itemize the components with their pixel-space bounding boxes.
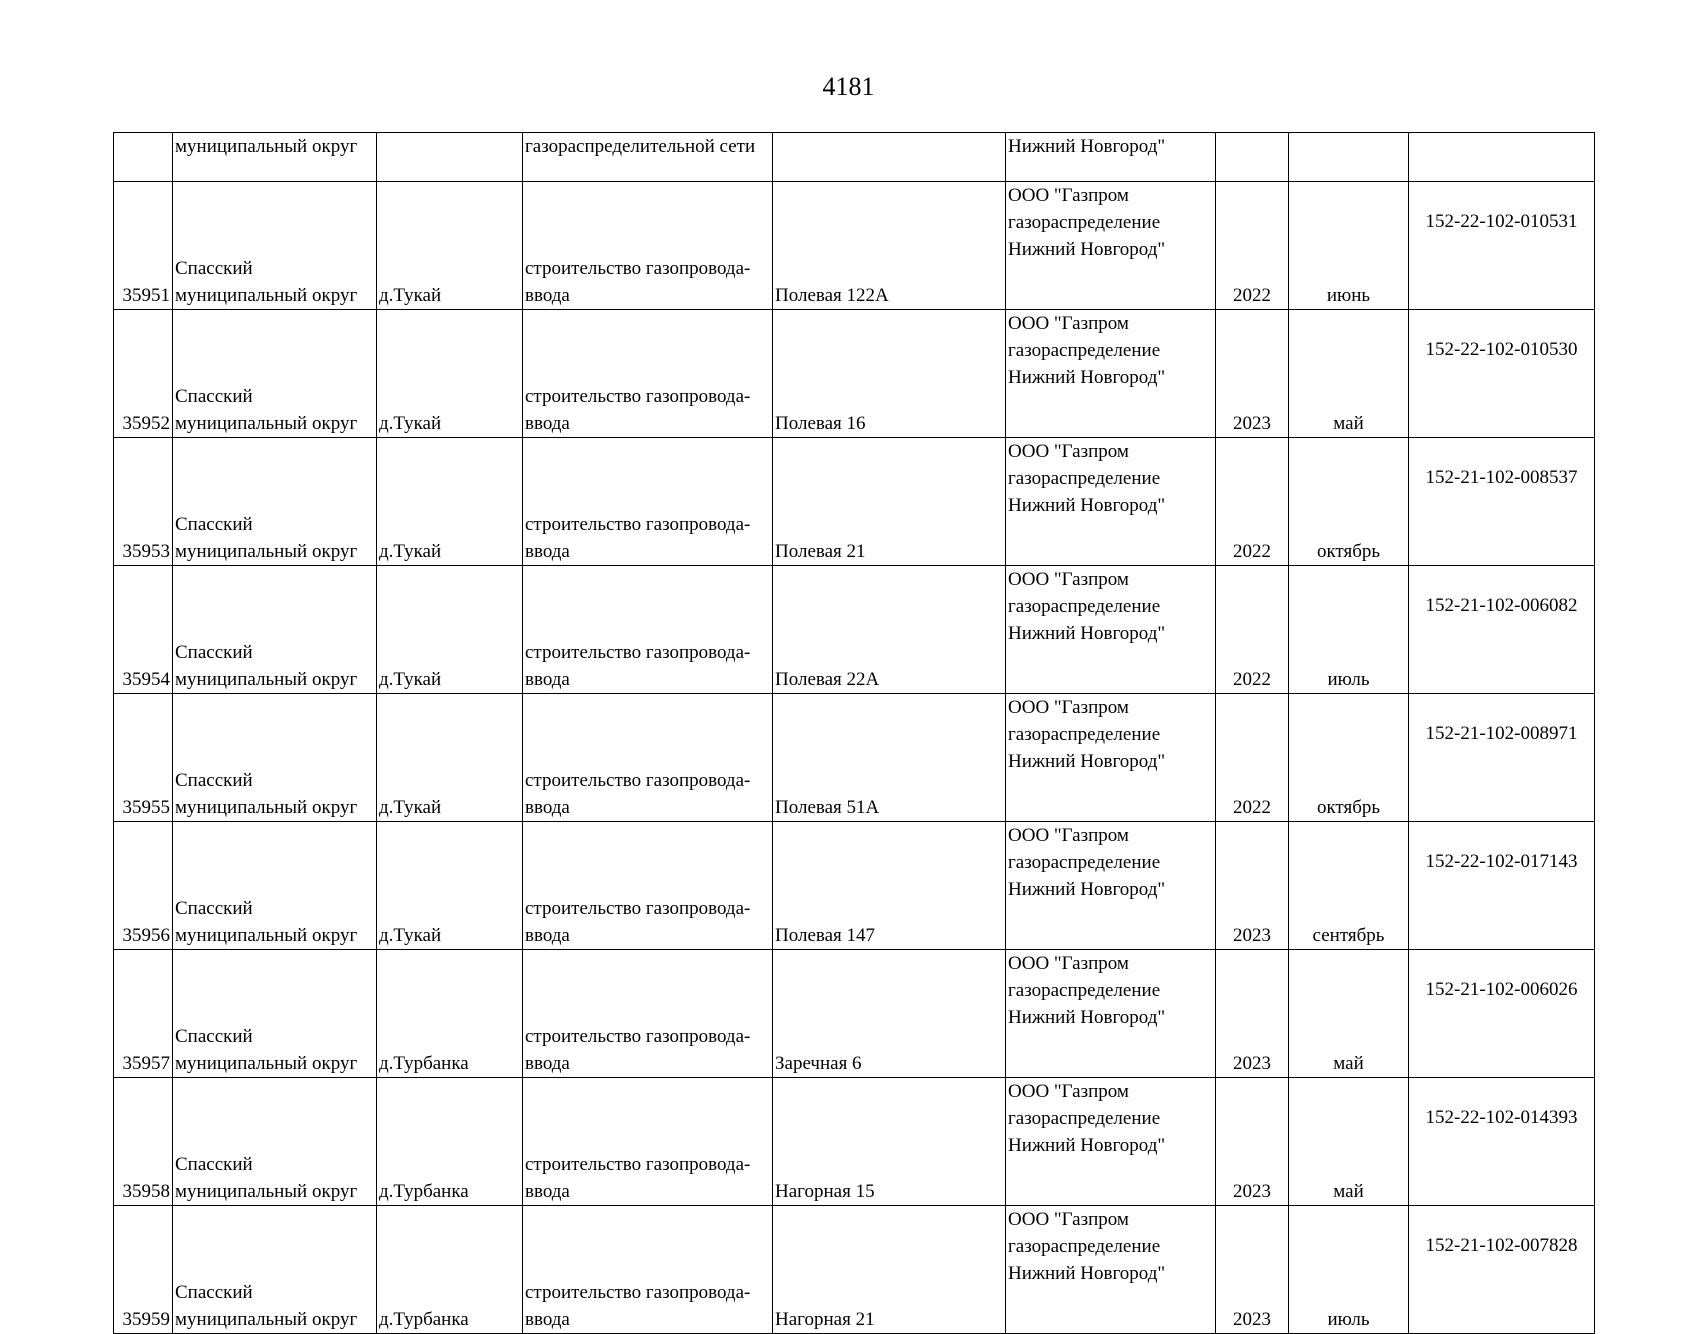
cell-month: октябрь	[1289, 694, 1409, 822]
cell-locality: д.Тукай	[377, 438, 523, 566]
work-line: строительство газопровода-	[525, 898, 751, 919]
org-line: ООО "Газпром	[1008, 313, 1129, 334]
continuation-row	[114, 133, 1595, 182]
cell-org: Нижний Новгород"	[1006, 133, 1216, 182]
cell-month: май	[1289, 950, 1409, 1078]
table-row	[114, 438, 1595, 566]
district-line: муниципальный округ	[175, 1309, 358, 1330]
district-line: муниципальный округ	[175, 541, 358, 562]
cell-num: 35956	[114, 822, 173, 950]
org-line: ООО "Газпром	[1008, 953, 1129, 974]
cell-district	[173, 694, 377, 822]
cell-district	[173, 1206, 377, 1334]
work-line: строительство газопровода-	[525, 1282, 751, 1303]
cell-year: 2023	[1216, 310, 1289, 438]
org-line: Нижний Новгород"	[1008, 751, 1166, 772]
table-row	[114, 310, 1595, 438]
cell-locality: д.Турбанка	[377, 950, 523, 1078]
cell-address: Полевая 21	[773, 438, 1006, 566]
work-line: строительство газопровода-	[525, 258, 751, 279]
table-row	[114, 566, 1595, 694]
district-line: Спасский	[175, 258, 253, 279]
org-line: ООО "Газпром	[1008, 1081, 1129, 1102]
org-line: Нижний Новгород"	[1008, 367, 1166, 388]
org-line: газораспределение	[1008, 724, 1161, 745]
cell-org	[1006, 694, 1216, 822]
cell-work	[523, 566, 773, 694]
work-line: строительство газопровода-	[525, 1026, 751, 1047]
cell-code: 152-22-102-014393	[1409, 1078, 1595, 1206]
cell-org	[1006, 1206, 1216, 1334]
cell-address: Нагорная 15	[773, 1078, 1006, 1206]
cell-org	[1006, 950, 1216, 1078]
org-line: газораспределение	[1008, 852, 1161, 873]
cell-month: сентябрь	[1289, 822, 1409, 950]
cell-locality: д.Тукай	[377, 182, 523, 310]
org-line: ООО "Газпром	[1008, 569, 1129, 590]
cell-district	[173, 438, 377, 566]
work-line: ввода	[525, 541, 570, 562]
org-line: газораспределение	[1008, 340, 1161, 361]
cell-code: 152-21-102-008971	[1409, 694, 1595, 822]
org-line: Нижний Новгород"	[1008, 623, 1166, 644]
work-line: ввода	[525, 1309, 570, 1330]
cell-district	[173, 822, 377, 950]
work-line: строительство газопровода-	[525, 770, 751, 791]
cell-work: газораспределительной сети	[523, 133, 773, 182]
cell-year: 2023	[1216, 1206, 1289, 1334]
district-line: муниципальный округ	[175, 1181, 358, 1202]
table-row	[114, 182, 1595, 310]
org-line: ООО "Газпром	[1008, 697, 1129, 718]
district-line: муниципальный округ	[175, 797, 358, 818]
district-line: муниципальный округ	[175, 285, 358, 306]
cell-year: 2022	[1216, 694, 1289, 822]
cell-org	[1006, 1078, 1216, 1206]
work-line: ввода	[525, 285, 570, 306]
cell-num: 35952	[114, 310, 173, 438]
org-line: Нижний Новгород"	[1008, 239, 1166, 260]
district-line: Спасский	[175, 642, 253, 663]
cell-month: июль	[1289, 1206, 1409, 1334]
cell-num: 35954	[114, 566, 173, 694]
cell-work	[523, 822, 773, 950]
cell-code	[1409, 133, 1595, 182]
org-line: газораспределение	[1008, 596, 1161, 617]
org-line: газораспределение	[1008, 1108, 1161, 1129]
cell-org	[1006, 182, 1216, 310]
page-number: 4181	[822, 72, 875, 101]
district-line: Спасский	[175, 514, 253, 535]
district-line: муниципальный округ	[175, 669, 358, 690]
cell-district	[173, 566, 377, 694]
org-line: Нижний Новгород"	[1008, 1135, 1166, 1156]
org-line: Нижний Новгород"	[1008, 1007, 1166, 1028]
cell-year: 2022	[1216, 182, 1289, 310]
cell-locality: д.Турбанка	[377, 1078, 523, 1206]
cell-district	[173, 1078, 377, 1206]
work-line: ввода	[525, 669, 570, 690]
cell-work	[523, 694, 773, 822]
org-line: Нижний Новгород"	[1008, 1263, 1166, 1284]
cell-locality: д.Тукай	[377, 694, 523, 822]
district-line: муниципальный округ	[175, 1053, 358, 1074]
cell-org	[1006, 822, 1216, 950]
org-line: ООО "Газпром	[1008, 825, 1129, 846]
org-line: Нижний Новгород"	[1008, 495, 1166, 516]
district-line: Спасский	[175, 898, 253, 919]
work-line: ввода	[525, 1053, 570, 1074]
cell-district	[173, 182, 377, 310]
district-line: муниципальный округ	[175, 413, 358, 434]
cell-year: 2022	[1216, 566, 1289, 694]
cell-address: Полевая 147	[773, 822, 1006, 950]
gas-pipeline-registry-table	[113, 132, 1595, 1334]
cell-district: муниципальный округ	[173, 133, 377, 182]
district-line: Спасский	[175, 1154, 253, 1175]
cell-month: июль	[1289, 566, 1409, 694]
cell-work	[523, 310, 773, 438]
cell-locality: д.Турбанка	[377, 1206, 523, 1334]
cell-address	[773, 133, 1006, 182]
work-line: строительство газопровода-	[525, 642, 751, 663]
cell-code: 152-22-102-010531	[1409, 182, 1595, 310]
cell-code: 152-22-102-010530	[1409, 310, 1595, 438]
work-line: ввода	[525, 797, 570, 818]
cell-work	[523, 182, 773, 310]
work-line: ввода	[525, 925, 570, 946]
cell-num: 35959	[114, 1206, 173, 1334]
cell-locality	[377, 133, 523, 182]
cell-code: 152-21-102-006026	[1409, 950, 1595, 1078]
work-line: строительство газопровода-	[525, 514, 751, 535]
org-line: газораспределение	[1008, 980, 1161, 1001]
cell-address: Полевая 16	[773, 310, 1006, 438]
cell-locality: д.Тукай	[377, 566, 523, 694]
cell-month: октябрь	[1289, 438, 1409, 566]
cell-year	[1216, 133, 1289, 182]
table-row	[114, 694, 1595, 822]
cell-code: 152-21-102-008537	[1409, 438, 1595, 566]
cell-locality: д.Тукай	[377, 822, 523, 950]
cell-code: 152-22-102-017143	[1409, 822, 1595, 950]
cell-num	[114, 133, 173, 182]
district-line: Спасский	[175, 1026, 253, 1047]
cell-num: 35953	[114, 438, 173, 566]
cell-work	[523, 438, 773, 566]
cell-month: май	[1289, 1078, 1409, 1206]
cell-num: 35957	[114, 950, 173, 1078]
table-row	[114, 1078, 1595, 1206]
cell-month: май	[1289, 310, 1409, 438]
district-line: Спасский	[175, 386, 253, 407]
org-line: газораспределение	[1008, 212, 1161, 233]
cell-num: 35955	[114, 694, 173, 822]
org-line: ООО "Газпром	[1008, 1209, 1129, 1230]
cell-code: 152-21-102-006082	[1409, 566, 1595, 694]
cell-address: Полевая 51А	[773, 694, 1006, 822]
cell-org	[1006, 566, 1216, 694]
district-line: муниципальный округ	[175, 925, 358, 946]
cell-num: 35951	[114, 182, 173, 310]
table-body	[114, 133, 1595, 1334]
cell-district	[173, 310, 377, 438]
cell-address: Полевая 122А	[773, 182, 1006, 310]
cell-num: 35958	[114, 1078, 173, 1206]
work-line: ввода	[525, 413, 570, 434]
table-row	[114, 950, 1595, 1078]
cell-year: 2023	[1216, 822, 1289, 950]
cell-code: 152-21-102-007828	[1409, 1206, 1595, 1334]
work-line: строительство газопровода-	[525, 1154, 751, 1175]
work-line: строительство газопровода-	[525, 386, 751, 407]
org-line: ООО "Газпром	[1008, 185, 1129, 206]
table-row	[114, 1206, 1595, 1334]
cell-org	[1006, 438, 1216, 566]
cell-month: июнь	[1289, 182, 1409, 310]
cell-work	[523, 950, 773, 1078]
cell-org	[1006, 310, 1216, 438]
cell-month	[1289, 133, 1409, 182]
cell-work	[523, 1206, 773, 1334]
cell-year: 2023	[1216, 950, 1289, 1078]
cell-address: Полевая 22А	[773, 566, 1006, 694]
cell-year: 2023	[1216, 1078, 1289, 1206]
district-line: Спасский	[175, 770, 253, 791]
table-row	[114, 822, 1595, 950]
cell-work	[523, 1078, 773, 1206]
work-line: ввода	[525, 1181, 570, 1202]
cell-locality: д.Тукай	[377, 310, 523, 438]
district-line: Спасский	[175, 1282, 253, 1303]
cell-district	[173, 950, 377, 1078]
org-line: газораспределение	[1008, 468, 1161, 489]
org-line: газораспределение	[1008, 1236, 1161, 1257]
cell-year: 2022	[1216, 438, 1289, 566]
cell-address: Нагорная 21	[773, 1206, 1006, 1334]
cell-address: Заречная 6	[773, 950, 1006, 1078]
org-line: ООО "Газпром	[1008, 441, 1129, 462]
org-line: Нижний Новгород"	[1008, 879, 1166, 900]
